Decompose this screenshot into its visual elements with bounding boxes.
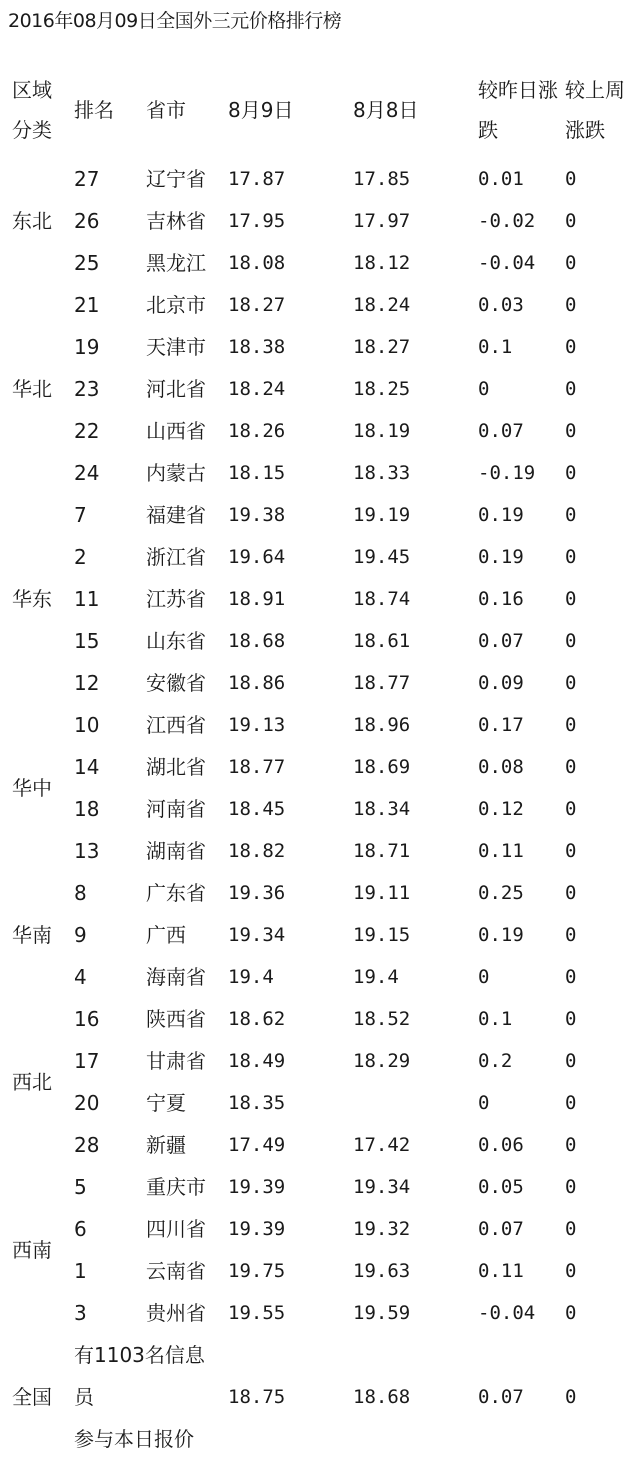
rank-cell: 18 (74, 797, 100, 821)
province-cell: 贵州省 (146, 1301, 206, 1325)
day-change-cell: 0.07 (478, 1218, 524, 1240)
header-aug8: 8月8日 (353, 98, 419, 122)
province-cell: 江苏省 (146, 587, 206, 611)
table-row (0, 1082, 640, 1124)
province-cell: 四川省 (146, 1217, 206, 1241)
aug8-price-cell: 18.96 (353, 714, 411, 736)
rank-cell: 10 (74, 713, 100, 737)
week-change-cell: 0 (565, 378, 577, 400)
day-change-cell: -0.04 (478, 252, 536, 274)
rank-cell: 17 (74, 1049, 100, 1073)
aug8-price-cell: 19.63 (353, 1260, 411, 1282)
week-change-cell: 0 (565, 504, 577, 526)
aug8-price-cell: 19.32 (353, 1218, 411, 1240)
province-cell: 吉林省 (146, 209, 206, 233)
header-region: 区域分类 (12, 78, 52, 142)
aug8-price-cell: 19.4 (353, 966, 399, 988)
region-label: 华北 (12, 377, 52, 401)
day-change-cell: 0.06 (478, 1134, 524, 1156)
aug8-price-cell: 17.85 (353, 168, 411, 190)
aug8-price-cell: 18.52 (353, 1008, 411, 1030)
table-row (0, 494, 640, 536)
week-change-cell: 0 (565, 420, 577, 442)
aug9-price-cell: 19.4 (228, 966, 274, 988)
week-change-cell: 0 (565, 1008, 577, 1030)
table-row (0, 158, 640, 200)
rank-cell: 19 (74, 335, 100, 359)
day-change-cell: 0.19 (478, 546, 524, 568)
week-change-cell: 0 (565, 1302, 577, 1324)
day-change-cell: -0.19 (478, 462, 536, 484)
week-change-cell: 0 (565, 462, 577, 484)
aug9-price-cell: 19.13 (228, 714, 286, 736)
day-change-cell: 0 (478, 1092, 490, 1114)
day-change-cell: -0.02 (478, 210, 536, 232)
aug9-price-cell: 18.35 (228, 1092, 286, 1114)
aug8-price-cell: 17.97 (353, 210, 411, 232)
day-change-cell: 0.19 (478, 924, 524, 946)
rank-cell: 21 (74, 293, 100, 317)
rank-cell: 3 (74, 1301, 87, 1325)
day-change-cell: 0.01 (478, 168, 524, 190)
rank-cell: 4 (74, 965, 87, 989)
aug9-price-cell: 18.82 (228, 840, 286, 862)
province-cell: 广东省 (146, 881, 206, 905)
week-change-cell: 0 (565, 336, 577, 358)
province-cell: 河北省 (146, 377, 206, 401)
rank-cell: 14 (74, 755, 100, 779)
aug8-price-cell: 18.71 (353, 840, 411, 862)
header-province: 省市 (146, 98, 186, 122)
national-row (0, 1334, 640, 1376)
header-day-change: 较昨日涨跌 (478, 78, 558, 142)
aug8-price-cell: 18.24 (353, 294, 411, 316)
week-change-cell: 0 (565, 252, 577, 274)
week-change-cell: 0 (565, 882, 577, 904)
week-change-cell: 0 (565, 1260, 577, 1282)
aug8-price-cell: 18.27 (353, 336, 411, 358)
aug9-price-cell: 17.87 (228, 168, 286, 190)
province-cell: 福建省 (146, 503, 206, 527)
aug8-price-cell: 18.25 (353, 378, 411, 400)
national-note-line3: 参与本日报价 (74, 1427, 194, 1451)
rank-cell: 22 (74, 419, 100, 443)
week-change-cell: 0 (565, 1176, 577, 1198)
week-change-cell: 0 (565, 630, 577, 652)
rank-cell: 12 (74, 671, 100, 695)
week-change-cell: 0 (565, 1050, 577, 1072)
table-row (0, 452, 640, 494)
aug8-price-cell: 18.33 (353, 462, 411, 484)
week-change-cell: 0 (565, 966, 577, 988)
header-week-change: 较上周涨跌 (565, 78, 625, 142)
week-change-cell: 0 (565, 168, 577, 190)
province-cell: 陕西省 (146, 1007, 206, 1031)
day-change-cell: 0.05 (478, 1176, 524, 1198)
region-label: 西北 (12, 1070, 52, 1094)
table-row (0, 620, 640, 662)
province-cell: 辽宁省 (146, 167, 206, 191)
province-cell: 黑龙江 (146, 251, 206, 275)
aug8-price-cell: 19.45 (353, 546, 411, 568)
table-row (0, 1040, 640, 1082)
aug8-price-cell: 19.11 (353, 882, 411, 904)
rank-cell: 25 (74, 251, 100, 275)
province-cell: 湖北省 (146, 755, 206, 779)
day-change-cell: 0.19 (478, 504, 524, 526)
province-cell: 云南省 (146, 1259, 206, 1283)
province-cell: 宁夏 (146, 1091, 186, 1115)
day-change-cell: 0.16 (478, 588, 524, 610)
week-change-cell: 0 (565, 588, 577, 610)
aug9-price-cell: 18.27 (228, 294, 286, 316)
table-row (0, 914, 640, 956)
aug8-price-cell: 18.61 (353, 630, 411, 652)
header-rank: 排名 (74, 98, 114, 122)
national-note-line2: 员 (74, 1385, 94, 1409)
aug8-price-cell: 19.59 (353, 1302, 411, 1324)
table-row (0, 1124, 640, 1166)
rank-cell: 24 (74, 461, 100, 485)
table-row (0, 410, 640, 452)
aug9-price-cell: 19.64 (228, 546, 286, 568)
aug9-price-cell: 18.08 (228, 252, 286, 274)
table-header-row (0, 62, 640, 158)
aug9-price-cell: 18.91 (228, 588, 286, 610)
table-row (0, 326, 640, 368)
aug9-price-cell: 19.38 (228, 504, 286, 526)
rank-cell: 27 (74, 167, 100, 191)
rank-cell: 6 (74, 1217, 87, 1241)
province-cell: 内蒙古 (146, 461, 206, 485)
day-change-cell: 0.17 (478, 714, 524, 736)
province-cell: 山东省 (146, 629, 206, 653)
aug9-price-cell: 19.75 (228, 1260, 286, 1282)
table-body (0, 158, 640, 1334)
day-change-cell: 0 (478, 966, 490, 988)
aug8-price-cell: 18.69 (353, 756, 411, 778)
rank-cell: 26 (74, 209, 100, 233)
week-change-cell: 0 (565, 294, 577, 316)
week-change-cell: 0 (565, 1134, 577, 1156)
region-label: 东北 (12, 209, 52, 233)
rank-cell: 20 (74, 1091, 100, 1115)
province-cell: 湖南省 (146, 839, 206, 863)
rank-cell: 23 (74, 377, 100, 401)
aug9-price-cell: 19.39 (228, 1218, 286, 1240)
rank-cell: 9 (74, 923, 87, 947)
aug9-price-cell: 18.62 (228, 1008, 286, 1030)
aug9-price-cell: 19.36 (228, 882, 286, 904)
day-change-cell: 0.08 (478, 756, 524, 778)
table-row (0, 1166, 640, 1208)
province-cell: 河南省 (146, 797, 206, 821)
aug8-price-cell (353, 1082, 478, 1124)
rank-cell: 11 (74, 587, 100, 611)
day-change-cell: 0.07 (478, 420, 524, 442)
table-row (0, 200, 640, 242)
national-day-change: 0.07 (478, 1386, 524, 1408)
day-change-cell: 0 (478, 378, 490, 400)
province-cell: 江西省 (146, 713, 206, 737)
table-row (0, 1292, 640, 1334)
table-row (0, 284, 640, 326)
table-row (0, 1208, 640, 1250)
day-change-cell: 0.03 (478, 294, 524, 316)
rank-cell: 2 (74, 545, 87, 569)
day-change-cell: -0.04 (478, 1302, 536, 1324)
table-row (0, 578, 640, 620)
rank-cell: 13 (74, 839, 100, 863)
table-row (0, 242, 640, 284)
aug9-price-cell: 18.24 (228, 378, 286, 400)
table-row (0, 746, 640, 788)
aug9-price-cell: 18.68 (228, 630, 286, 652)
aug9-price-cell: 19.39 (228, 1176, 286, 1198)
aug8-price-cell: 18.34 (353, 798, 411, 820)
aug8-price-cell: 18.77 (353, 672, 411, 694)
rank-cell: 28 (74, 1133, 100, 1157)
national-summary (0, 1334, 640, 1460)
table-row (0, 872, 640, 914)
day-change-cell: 0.2 (478, 1050, 513, 1072)
aug9-price-cell: 18.49 (228, 1050, 286, 1072)
table-row (0, 1250, 640, 1292)
week-change-cell: 0 (565, 924, 577, 946)
day-change-cell: 0.1 (478, 336, 513, 358)
week-change-cell: 0 (565, 840, 577, 862)
table-row (0, 662, 640, 704)
province-cell: 天津市 (146, 335, 206, 359)
table-row (0, 998, 640, 1040)
province-cell: 海南省 (146, 965, 206, 989)
week-change-cell: 0 (565, 798, 577, 820)
week-change-cell: 0 (565, 756, 577, 778)
aug9-price-cell: 18.45 (228, 798, 286, 820)
week-change-cell: 0 (565, 210, 577, 232)
national-week-change: 0 (565, 1386, 577, 1408)
province-cell: 安徽省 (146, 671, 206, 695)
table-row (0, 788, 640, 830)
rank-cell: 8 (74, 881, 87, 905)
aug8-price-cell: 19.15 (353, 924, 411, 946)
aug9-price-cell: 19.55 (228, 1302, 286, 1324)
province-cell: 甘肃省 (146, 1049, 206, 1073)
rank-cell: 5 (74, 1175, 87, 1199)
table-row (0, 704, 640, 746)
province-cell: 广西 (146, 923, 186, 947)
province-cell: 新疆 (146, 1133, 186, 1157)
page-title: 2016年08月09日全国外三元价格排行榜 (8, 10, 342, 32)
aug8-price-cell: 18.29 (353, 1050, 411, 1072)
aug9-price-cell: 18.26 (228, 420, 286, 442)
rank-cell: 7 (74, 503, 87, 527)
day-change-cell: 0.25 (478, 882, 524, 904)
day-change-cell: 0.1 (478, 1008, 513, 1030)
aug8-price-cell: 19.34 (353, 1176, 411, 1198)
week-change-cell: 0 (565, 1218, 577, 1240)
aug8-price-cell: 18.12 (353, 252, 411, 274)
region-label: 西南 (12, 1238, 52, 1262)
province-cell: 重庆市 (146, 1175, 206, 1199)
aug8-price-cell: 17.42 (353, 1134, 411, 1156)
week-change-cell: 0 (565, 546, 577, 568)
aug8-price-cell: 18.19 (353, 420, 411, 442)
national-region-label: 全国 (12, 1385, 52, 1409)
table-row (0, 368, 640, 410)
national-note-line1: 有1103名信息 (74, 1343, 205, 1367)
table-row (0, 956, 640, 998)
aug9-price-cell: 18.38 (228, 336, 286, 358)
price-ranking-table (0, 62, 640, 1460)
rank-cell: 16 (74, 1007, 100, 1031)
national-aug8-price: 18.68 (353, 1386, 411, 1408)
day-change-cell: 0.12 (478, 798, 524, 820)
week-change-cell: 0 (565, 714, 577, 736)
province-cell: 浙江省 (146, 545, 206, 569)
aug8-price-cell: 19.19 (353, 504, 411, 526)
region-label: 华东 (12, 587, 52, 611)
week-change-cell: 0 (565, 672, 577, 694)
week-change-cell: 0 (565, 1092, 577, 1114)
national-aug9-price: 18.75 (228, 1386, 286, 1408)
header-aug9: 8月9日 (228, 98, 294, 122)
day-change-cell: 0.11 (478, 1260, 524, 1282)
aug9-price-cell: 19.34 (228, 924, 286, 946)
province-cell: 北京市 (146, 293, 206, 317)
aug9-price-cell: 17.95 (228, 210, 286, 232)
aug9-price-cell: 18.77 (228, 756, 286, 778)
aug8-price-cell: 18.74 (353, 588, 411, 610)
rank-cell: 15 (74, 629, 100, 653)
aug9-price-cell: 18.86 (228, 672, 286, 694)
rank-cell: 1 (74, 1259, 87, 1283)
day-change-cell: 0.07 (478, 630, 524, 652)
table-row (0, 830, 640, 872)
region-label: 华中 (12, 776, 52, 800)
region-label: 华南 (12, 923, 52, 947)
table-row (0, 536, 640, 578)
province-cell: 山西省 (146, 419, 206, 443)
aug9-price-cell: 18.15 (228, 462, 286, 484)
day-change-cell: 0.09 (478, 672, 524, 694)
day-change-cell: 0.11 (478, 840, 524, 862)
aug9-price-cell: 17.49 (228, 1134, 286, 1156)
